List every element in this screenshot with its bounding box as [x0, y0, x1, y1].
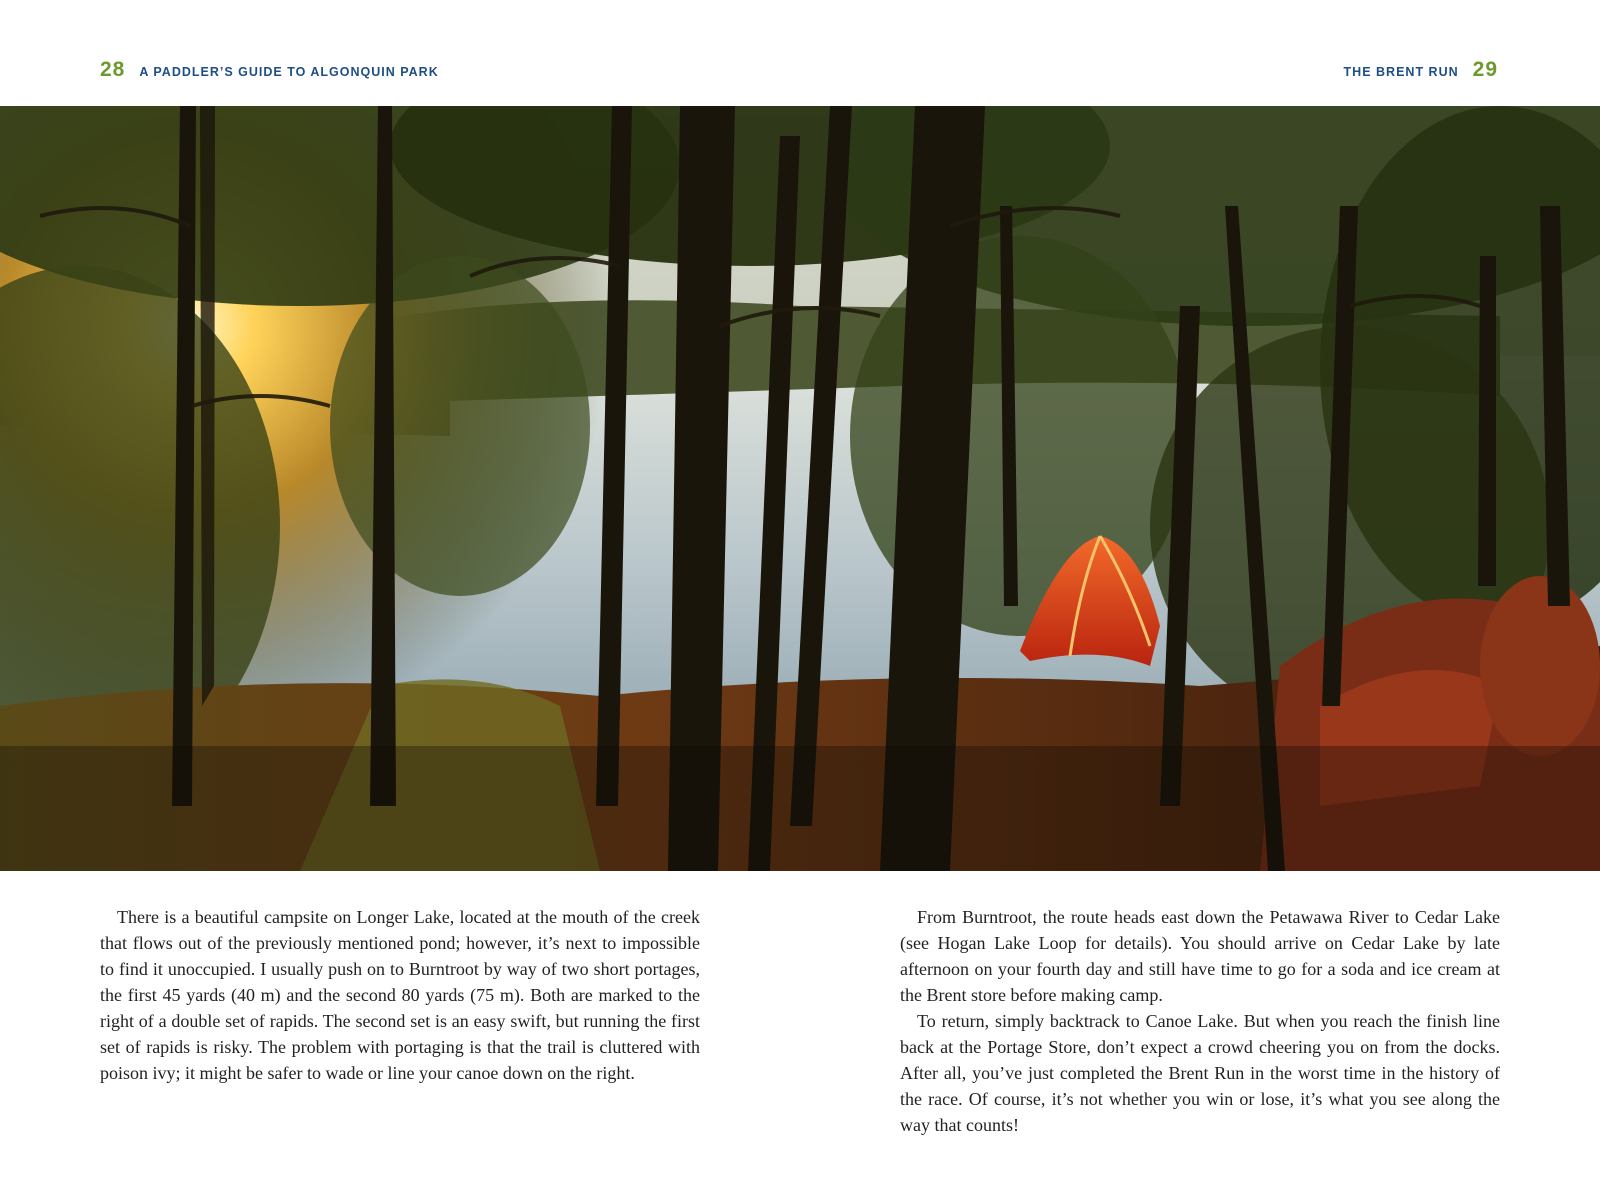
body-column-right: [900, 904, 1500, 1138]
paragraph: From Burntroot, the route heads east down the Petawawa River to Cedar Lake (see Hogan Lake Loop for details). You should arrive on Cedar Lake by late afternoon on your fourth day and still have time to go for a soda and ice cream at the Brent store before making camp.: [900, 907, 1500, 1005]
paragraph: To return, simply backtrack to Canoe Lake. But when you reach the finish line back at the Portage Store, don’t expect a crowd cheering you on from the docks. After all, you’ve just completed the Brent Run in the worst time in the history of the race. Of course, it’s not whether you win or lose, it’s what you see along the way that counts!: [900, 1011, 1500, 1135]
header-left: [100, 58, 439, 88]
running-head-right: THE BRENT RUN: [1343, 65, 1459, 79]
body-column-left: [100, 904, 700, 1086]
header-right: [1344, 58, 1498, 88]
running-head-left: A PADDLER’S GUIDE TO ALGONQUIN PARK: [139, 65, 439, 79]
page-number-right: 29: [1472, 58, 1498, 81]
campsite-illustration: [0, 106, 1600, 871]
paragraph: There is a beautiful campsite on Longer Lake, located at the mouth of the creek that flows out of the previously mentioned pond; however, it’s next to impossible to find it unoccupied. I usually push on to Burntroot by way of two short portages, the first 45 yards (40 m) and the second 80 yards (75 m). Both are marked to the right of a double set of rapids. The second set is an easy swift, but running the first set of rapids is risky. The problem with portaging is that the trail is cluttered with poison ivy; it might be safer to wade or line your canoe down on the right.: [100, 907, 700, 1083]
page-number-left: 28: [100, 58, 126, 81]
campsite-photo: [0, 106, 1600, 871]
